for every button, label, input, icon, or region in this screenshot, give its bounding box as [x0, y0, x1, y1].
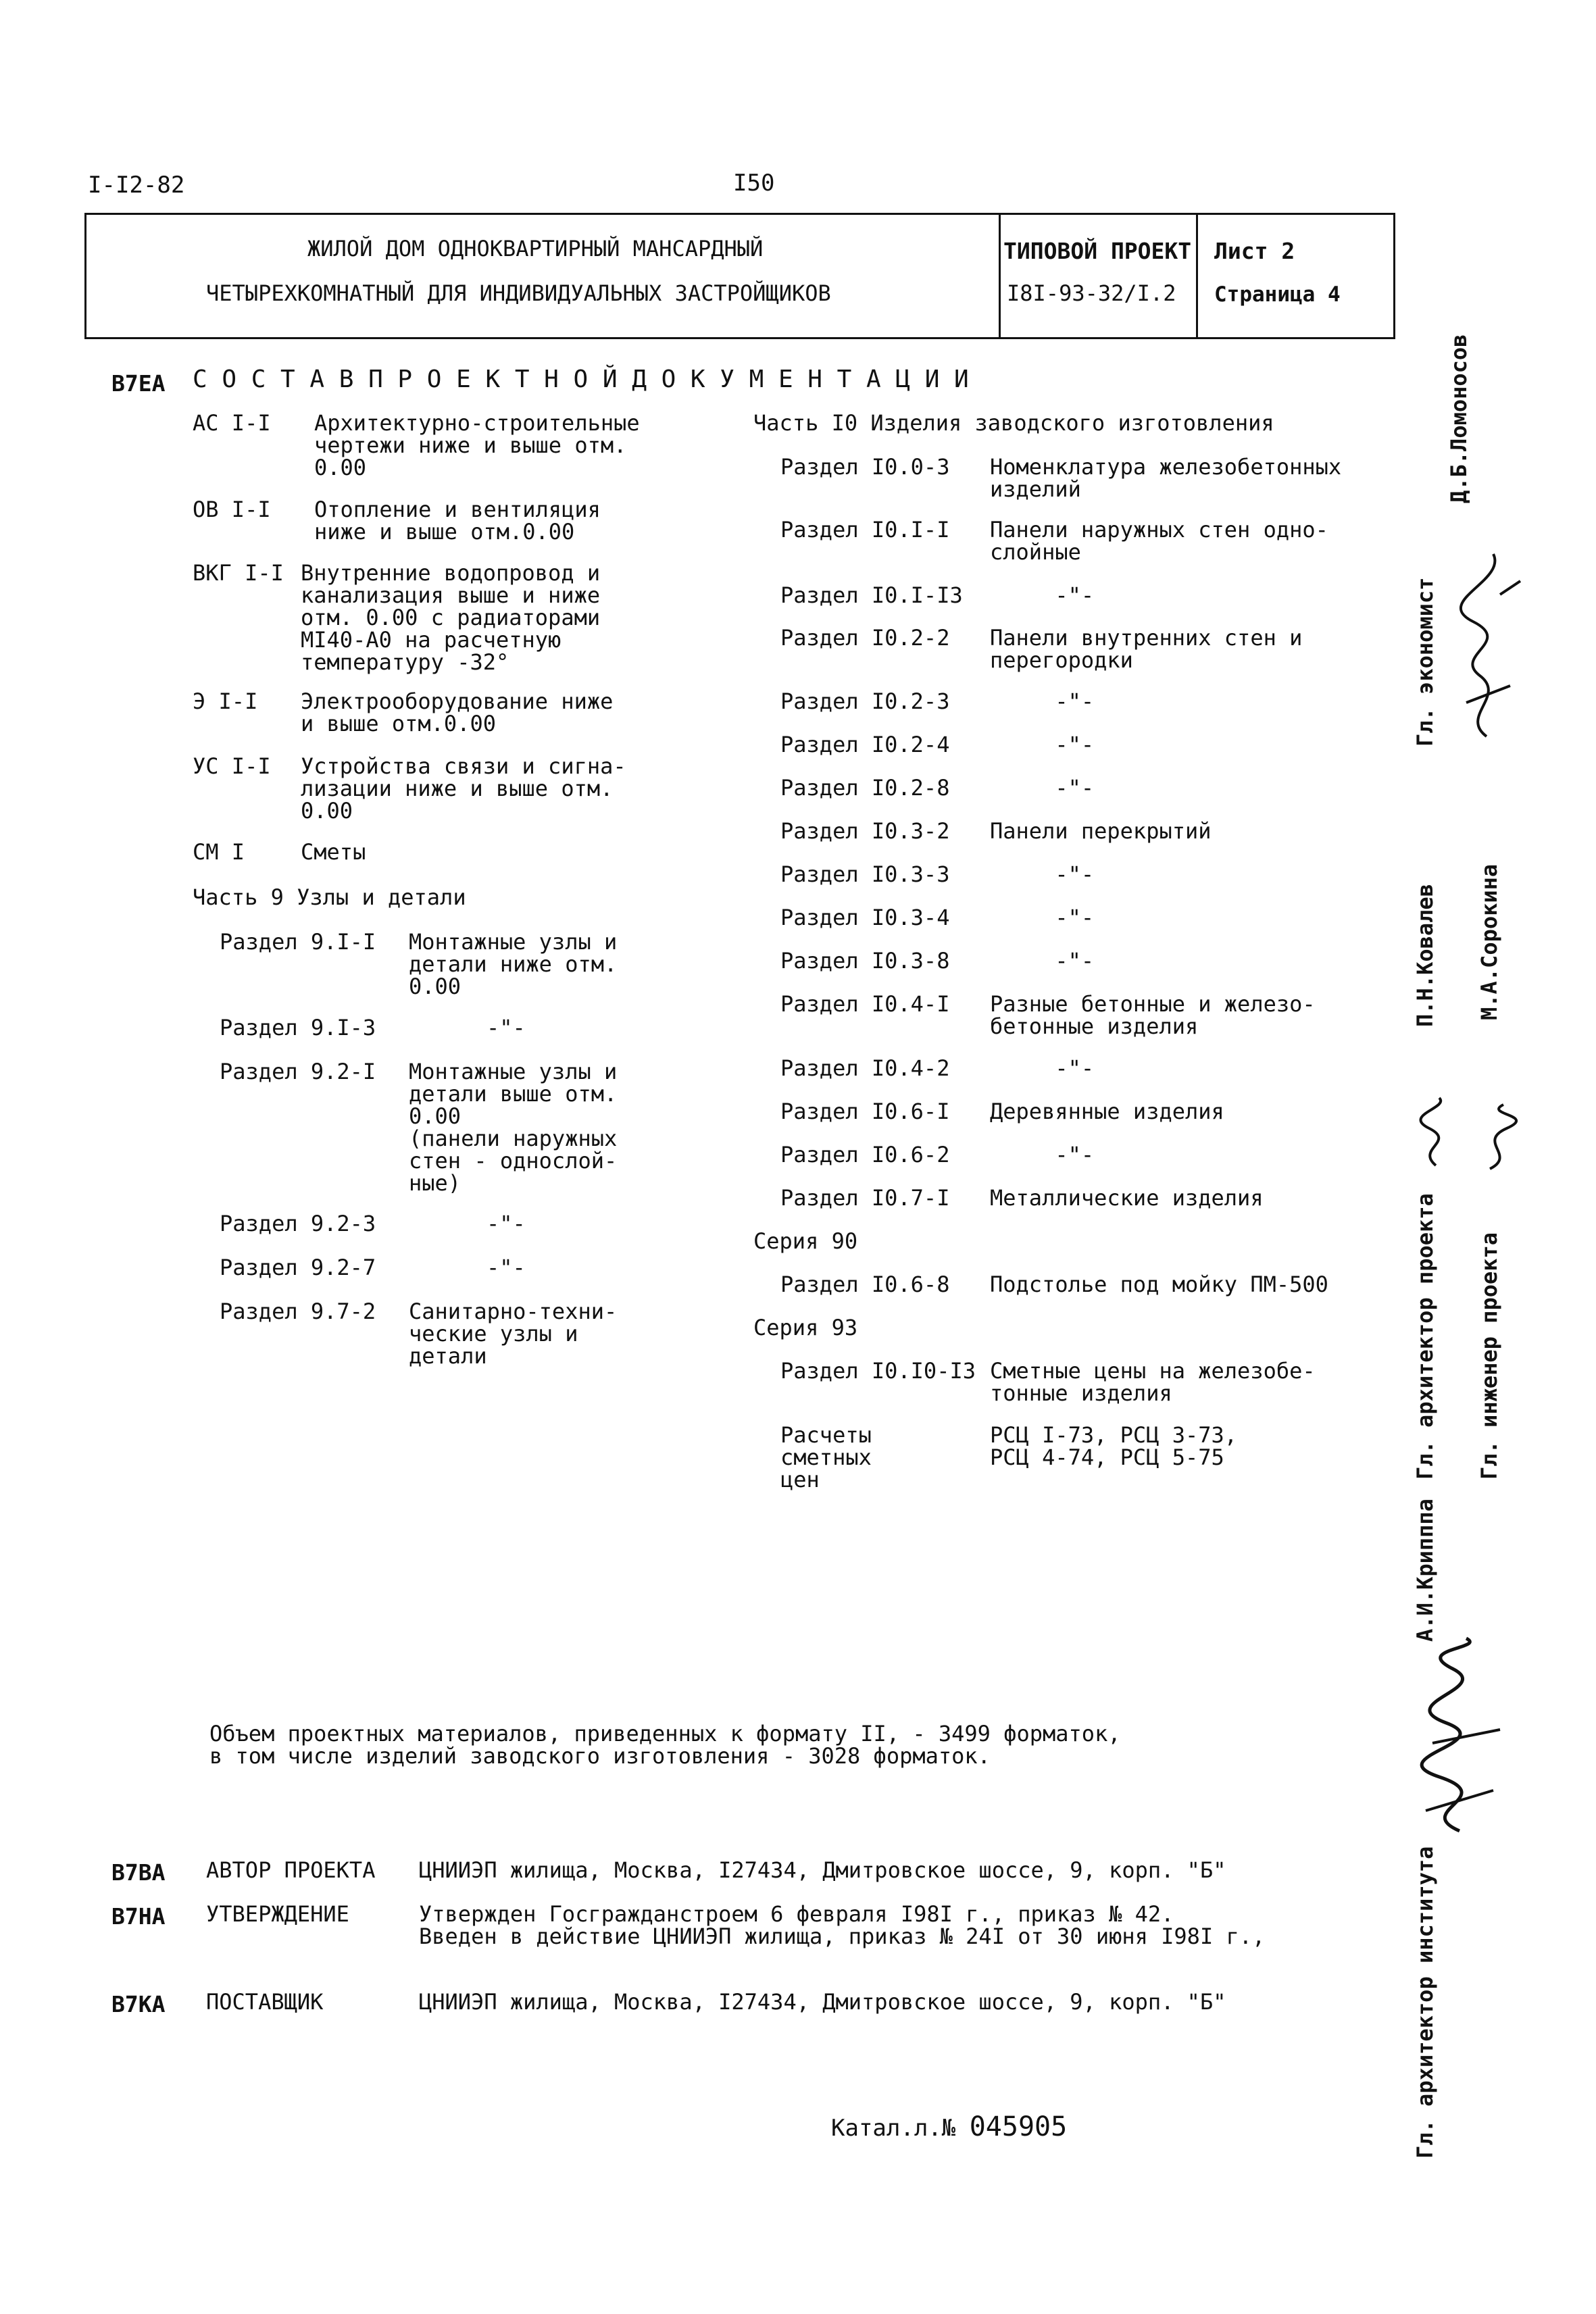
title-block-divider — [1196, 213, 1198, 339]
section-text: -"- — [990, 1055, 1095, 1081]
item-code: ОВ I-I — [193, 497, 271, 522]
section-text: -"- — [990, 582, 1095, 608]
section-code: Раздел I0.2-4 — [780, 732, 950, 757]
stamp-role-2: Гл. архитектор проекта — [1412, 1193, 1438, 1480]
series-90: Серия 90 — [753, 1228, 858, 1254]
section-code: Раздел I0.6-8 — [780, 1272, 950, 1297]
footer-code: В7НА — [111, 1903, 166, 1930]
signature-economist — [1446, 540, 1527, 743]
section-code: Раздел I0.I0-I3 — [780, 1358, 976, 1384]
section-code: Раздел I0.2-2 — [780, 625, 950, 651]
item-text: Электрооборудование ниже и выше отм.0.00 — [301, 688, 614, 736]
footer-text: Утвержден Госгражданстроем 6 февраля I98I г., приказ № 42. Введен в действие ЦНИИЭП жилища, приказ № 24I от 30 июня I98I г., — [419, 1901, 1266, 1949]
section-code: Раздел I0.6-2 — [780, 1142, 950, 1167]
section-text: -"- — [990, 905, 1095, 930]
section-text: -"- — [990, 861, 1095, 887]
stamp-name-1: Д.Б.Ломоносов — [1446, 334, 1472, 503]
section-text: -"- — [990, 732, 1095, 757]
item-text: Отопление и вентиляция ниже и выше отм.0.00 — [314, 497, 601, 545]
part-9-title: Часть 9 Узлы и детали — [193, 884, 466, 910]
stamp-name-2: П.Н.Ковалев — [1412, 884, 1438, 1027]
title-line-1: ЖИЛОЙ ДОМ ОДНОКВАРТИРНЫЙ МАНСАРДНЫЙ — [307, 236, 764, 261]
section-code: Раздел I0.0-3 — [780, 454, 950, 480]
catalog-number — [831, 2111, 1068, 2142]
signature-engineer — [1470, 1101, 1524, 1176]
page-number: I50 — [733, 170, 775, 197]
section-text: -"- — [990, 688, 1095, 714]
footer-text: ЦНИИЭП жилища, Москва, I27434, Дмитровское шоссе, 9, корп. "Б" — [419, 1857, 1226, 1883]
section-code: Раздел I0.2-3 — [780, 688, 950, 714]
document-code: I-I2-82 — [88, 172, 185, 199]
stamp-role-3: Гл. инженер проекта — [1476, 1232, 1502, 1480]
volume-line-1: Объем проектных материалов, приведенных к формату II, - 3499 форматок, — [209, 1721, 1121, 1746]
footer-text: ЦНИИЭП жилища, Москва, I27434, Дмитровское шоссе, 9, корп. "Б" — [419, 1989, 1226, 2015]
item-text: Внутренние водопровод и канализация выше и ниже отм. 0.00 с радиаторами МI40-А0 на расчетную температуру -32° — [301, 560, 601, 675]
section-text: Панели перекрытий — [990, 818, 1212, 844]
volume-line-2: в том числе изделий заводского изготовления - 3028 форматок. — [209, 1743, 991, 1769]
footer-code: В7КА — [111, 1991, 166, 2017]
section-code: Раздел I0.3-2 — [780, 818, 950, 844]
stamp-name-4: А.И.Крипппа — [1412, 1499, 1438, 1642]
section-text: -"- — [487, 1255, 526, 1280]
calc-text: РСЦ I-73, РСЦ 3-73, РСЦ 4-74, РСЦ 5-75 — [990, 1422, 1238, 1470]
section-code: Раздел I0.3-3 — [780, 861, 950, 887]
section-code: Раздел I0.3-4 — [780, 905, 950, 930]
section-code: Раздел I0.I-I3 — [780, 582, 963, 608]
section-text: Номенклатура железобетонных изделий — [990, 454, 1342, 502]
section-text: Разные бетонные и железо- бетонные изделия — [990, 991, 1316, 1039]
signature-institute-architect — [1399, 1635, 1514, 1838]
stamp-role-4: Гл. архитектор института — [1412, 1846, 1438, 2159]
footer-label: УТВЕРЖДЕНИЕ — [206, 1901, 349, 1927]
item-text: Устройства связи и сигна- лизации ниже и выше отм. 0.00 — [301, 753, 626, 824]
section-code: Раздел I0.6-I — [780, 1099, 950, 1124]
section-code: Раздел I0.2-8 — [780, 775, 950, 801]
section-text: Санитарно-техни- ческие узлы и детали — [409, 1299, 618, 1369]
section-code: Раздел 9.I-I — [220, 929, 376, 955]
section-code: Раздел I0.I-I — [780, 517, 950, 543]
item-code: УС I-I — [193, 753, 271, 779]
item-code: Э I-I — [193, 688, 258, 714]
stamp-name-3: М.А.Сорокина — [1476, 863, 1502, 1020]
section-code: Раздел 9.2-3 — [220, 1211, 376, 1236]
footer-label: ПОСТАВЩИК — [206, 1989, 324, 2015]
catalog-label: Катал.л.№ — [831, 2115, 956, 2142]
part-10-title: Часть I0 Изделия заводского изготовления — [753, 410, 1274, 436]
section-text: Монтажные узлы и детали ниже отм. 0.00 — [409, 929, 618, 999]
page-label: Страница 4 — [1214, 282, 1341, 307]
section-text: -"- — [487, 1211, 526, 1236]
section-code: Раздел 9.I-3 — [220, 1015, 376, 1040]
item-code: СМ I — [193, 839, 245, 865]
composition-code: В7ЕА — [111, 370, 166, 397]
stamp-role-1: Гл. экономист — [1412, 577, 1438, 747]
section-code: Раздел 9.2-I — [220, 1059, 376, 1084]
project-label: ТИПОВОЙ ПРОЕКТ — [1003, 238, 1192, 264]
section-code: Раздел I0.4-I — [780, 991, 950, 1017]
section-text: Деревянные изделия — [990, 1099, 1224, 1124]
section-text: Сметные цены на железобе- тонные изделия — [990, 1358, 1316, 1406]
section-text: -"- — [990, 775, 1095, 801]
section-text: -"- — [487, 1015, 526, 1040]
item-code: ВКГ I-I — [193, 560, 284, 586]
composition-title: С О С Т А В П Р О Е К Т Н О Й Д О К У М Е Н Т А Ц И И — [193, 366, 969, 393]
calc-label: Расчеты сметных цен — [780, 1422, 872, 1492]
footer-code: В7ВА — [111, 1859, 166, 1886]
section-text: Панели внутренних стен и перегородки — [990, 625, 1303, 673]
item-text: Архитектурно-строительные чертежи ниже и выше отм. 0.00 — [314, 410, 640, 480]
section-text: Монтажные узлы и детали выше отм. 0.00 (панели наружных стен - однослой- ные) — [409, 1059, 618, 1196]
item-text: Сметы — [301, 839, 366, 865]
item-code: АС I-I — [193, 410, 271, 436]
footer-label: АВТОР ПРОЕКТА — [206, 1857, 376, 1883]
catalog-value: 045905 — [969, 2111, 1068, 2142]
project-code: I8I-93-32/I.2 — [1007, 280, 1176, 306]
section-code: Раздел I0.3-8 — [780, 948, 950, 974]
title-block — [84, 213, 1395, 339]
section-code: Раздел 9.2-7 — [220, 1255, 376, 1280]
section-text: Панели наружных стен одно- слойные — [990, 517, 1328, 565]
title-block-divider — [999, 213, 1001, 339]
sheet-number: Лист 2 — [1214, 238, 1295, 264]
signature-architect — [1409, 1095, 1463, 1169]
section-text: -"- — [990, 1142, 1095, 1167]
series-93: Серия 93 — [753, 1315, 858, 1340]
section-code: Раздел I0.7-I — [780, 1185, 950, 1211]
section-text: Подстолье под мойку ПМ-500 — [990, 1272, 1328, 1297]
section-code: Раздел 9.7-2 — [220, 1299, 376, 1324]
section-text: -"- — [990, 948, 1095, 974]
title-line-2: ЧЕТЫРЕХКОМНАТНЫЙ ДЛЯ ИНДИВИДУАЛЬНЫХ ЗАСТРОЙЩИКОВ — [206, 280, 831, 306]
section-code: Раздел I0.4-2 — [780, 1055, 950, 1081]
section-text: Металлические изделия — [990, 1185, 1264, 1211]
